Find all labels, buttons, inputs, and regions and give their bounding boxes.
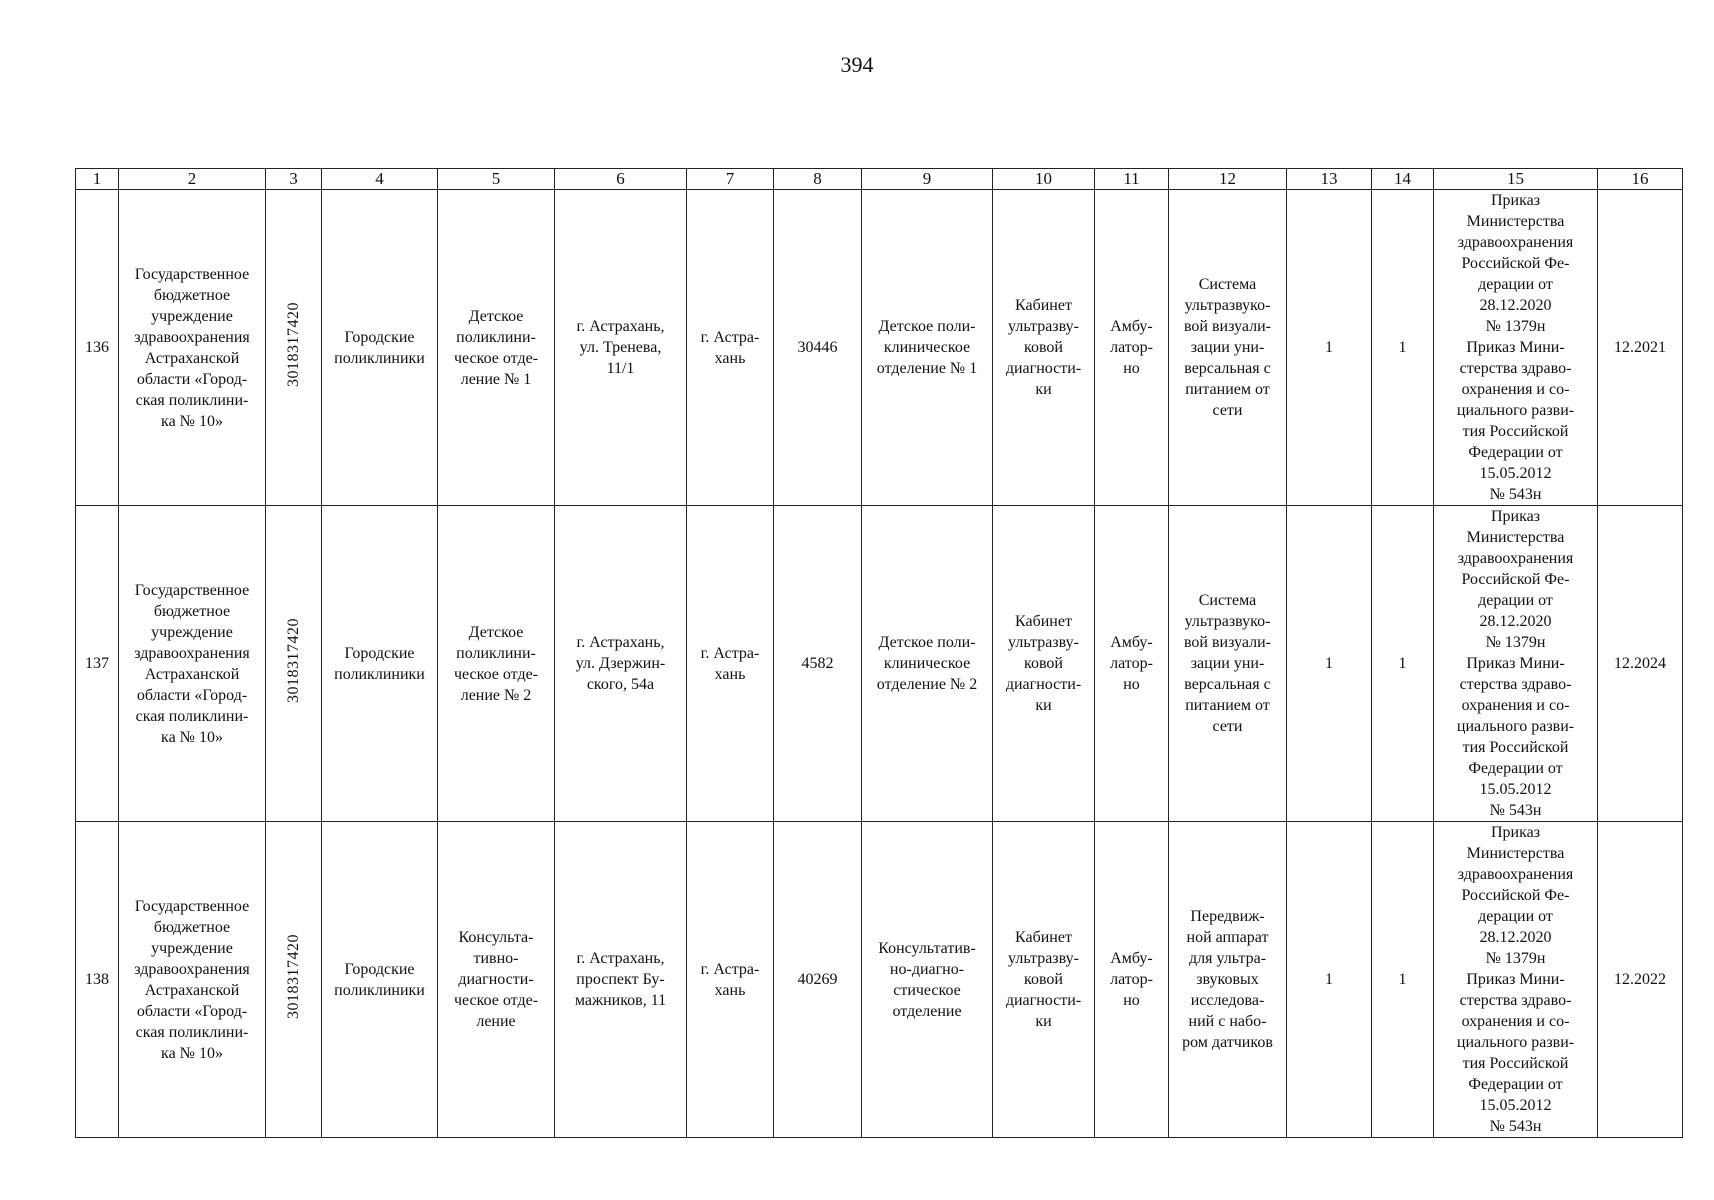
column-header: 7 [687,169,774,190]
facility-category: Городские поликлиники [322,822,438,1138]
cabinet-name: Кабинет ультразву- ковой диагности- ки [993,822,1095,1138]
code: 40269 [774,822,862,1138]
column-header: 3 [266,169,322,190]
quantity-required: 1 [1287,506,1372,822]
column-header: 12 [1169,169,1287,190]
address: г. Астрахань, ул. Тренева, 11/1 [555,190,687,506]
organization-name: Государственное бюджетное учреждение здравоохранения Астраханской области «Город- ская поликлини- ка № 10» [119,506,266,822]
row-number: 136 [76,190,119,506]
care-form: Амбу- латор- но [1095,506,1169,822]
column-header: 2 [119,169,266,190]
department-name: Консульта- тивно- диагности- ческое отде- ление [438,822,555,1138]
city: г. Астра- хань [687,822,774,1138]
column-header: 5 [438,169,555,190]
column-header: 16 [1598,169,1683,190]
city: г. Астра- хань [687,506,774,822]
quantity-planned: 1 [1372,506,1434,822]
inn-cell [266,190,322,506]
address: г. Астрахань, ул. Дзержин- ского, 54а [555,506,687,822]
due-date: 12.2021 [1598,190,1683,506]
column-header: 6 [555,169,687,190]
cabinet-name: Кабинет ультразву- ковой диагности- ки [993,190,1095,506]
row-number: 138 [76,822,119,1138]
quantity-required: 1 [1287,822,1372,1138]
regulatory-decree: Приказ Министерства здравоохранения Российской Фе- дерации от 28.12.2020 № 1379н Приказ Мини- стерства здраво- охранения и со- циального разви- тия Российской Федерации от 15.05.2012 № 543н [1434,190,1598,506]
table-row [76,506,1683,822]
regulatory-decree: Приказ Министерства здравоохранения Российской Фе- дерации от 28.12.2020 № 1379н Приказ Мини- стерства здраво- охранения и со- циального разви- тия Российской Федерации от 15.05.2012 № 543н [1434,822,1598,1138]
inn-code: 3018317420 [285,302,302,387]
code: 30446 [774,190,862,506]
column-header: 1 [76,169,119,190]
column-header: 8 [774,169,862,190]
table-row [76,822,1683,1138]
care-form: Амбу- латор- но [1095,822,1169,1138]
code: 4582 [774,506,862,822]
equipment-name: Система ультразвуко- вой визуали- зации уни- версальная с питанием от сети [1169,190,1287,506]
quantity-planned: 1 [1372,822,1434,1138]
column-header: 11 [1095,169,1169,190]
organization-name: Государственное бюджетное учреждение здравоохранения Астраханской области «Город- ская поликлини- ка № 10» [119,822,266,1138]
column-header: 13 [1287,169,1372,190]
organization-name: Государственное бюджетное учреждение здравоохранения Астраханской области «Город- ская поликлини- ка № 10» [119,190,266,506]
department-name: Детское поликлини- ческое отде- ление № 1 [438,190,555,506]
due-date: 12.2022 [1598,822,1683,1138]
due-date: 12.2024 [1598,506,1683,822]
equipment-name: Передвиж- ной аппарат для ультра- звуковых исследова- ний с набо- ром датчиков [1169,822,1287,1138]
row-number: 137 [76,506,119,822]
department-name: Детское поликлини- ческое отде- ление № 2 [438,506,555,822]
facility-category: Городские поликлиники [322,506,438,822]
subdivision-name: Консультатив- но-диагно- стическое отделение [862,822,993,1138]
care-form: Амбу- латор- но [1095,190,1169,506]
inn-cell [266,822,322,1138]
table-row [76,190,1683,506]
registry-table [75,168,1683,1138]
column-header: 4 [322,169,438,190]
subdivision-name: Детское поли- клиническое отделение № 1 [862,190,993,506]
column-number-row [76,169,1683,190]
quantity-planned: 1 [1372,190,1434,506]
equipment-name: Система ультразвуко- вой визуали- зации уни- версальная с питанием от сети [1169,506,1287,822]
column-header: 9 [862,169,993,190]
column-header: 10 [993,169,1095,190]
page-number: 394 [840,52,874,77]
inn-code: 3018317420 [285,934,302,1019]
inn-code: 3018317420 [285,618,302,703]
regulatory-decree: Приказ Министерства здравоохранения Российской Фе- дерации от 28.12.2020 № 1379н Приказ Мини- стерства здраво- охранения и со- циального разви- тия Российской Федерации от 15.05.2012 № 543н [1434,506,1598,822]
inn-cell [266,506,322,822]
column-header: 14 [1372,169,1434,190]
city: г. Астра- хань [687,190,774,506]
subdivision-name: Детское поли- клиническое отделение № 2 [862,506,993,822]
quantity-required: 1 [1287,190,1372,506]
address: г. Астрахань, проспект Бу- мажников, 11 [555,822,687,1138]
cabinet-name: Кабинет ультразву- ковой диагности- ки [993,506,1095,822]
facility-category: Городские поликлиники [322,190,438,506]
column-header: 15 [1434,169,1598,190]
